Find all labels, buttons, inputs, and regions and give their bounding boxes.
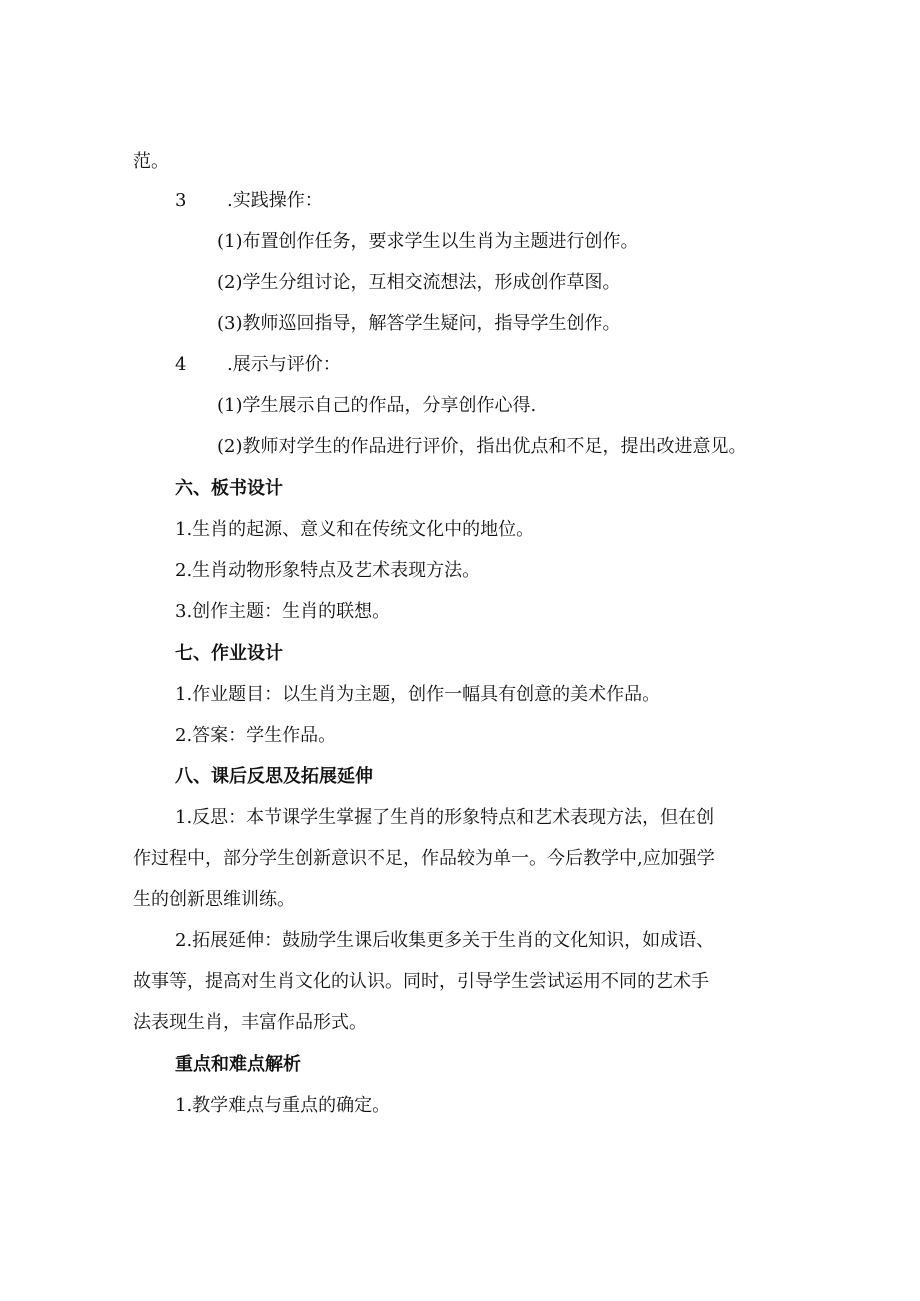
list-item: (1)学生展示自己的作品，分享创作心得.: [217, 395, 537, 416]
paragraph-line: 作过程中，部分学生创新意识不足，作品较为单一。今后教学中,应加强学: [133, 848, 715, 869]
list-item: 2.答案：学生作品。: [175, 725, 337, 746]
list-item: 1.作业题目：以生肖为主题，创作一幅具有创意的美术作品。: [175, 684, 661, 705]
heading-homework: 七、作业设计: [175, 643, 283, 664]
paragraph-line: 故事等，提高对生肖文化的认识。同时，引导学生尝试运用不同的艺术手: [133, 971, 709, 992]
continued-text: 范。: [133, 151, 169, 172]
section-number: 3: [175, 190, 187, 211]
section-4-heading: [175, 353, 341, 377]
section-title: .展示与评价：: [227, 354, 341, 375]
list-item: 1.教学难点与重点的确定。: [175, 1095, 391, 1116]
section-3-heading: [175, 189, 323, 213]
section-title: .实践操作：: [227, 190, 323, 211]
list-item: (1)布置创作任务，要求学生以生肖为主题进行创作。: [217, 231, 639, 252]
list-item: (2)学生分组讨论，互相交流想法，形成创作草图。: [217, 272, 621, 293]
paragraph-line: 法表现生肖，丰富作品形式。: [133, 1012, 367, 1033]
list-item: 2.生肖动物形象特点及艺术表现方法。: [175, 560, 481, 581]
heading-board-design: 六、板书设计: [175, 478, 283, 499]
heading-reflection: 八、课后反思及拓展延伸: [175, 766, 373, 787]
paragraph-line: 生的创新思维训练。: [133, 889, 295, 910]
list-item: (3)教师巡回指导，解答学生疑问，指导学生创作。: [217, 313, 621, 334]
section-number: 4: [175, 354, 187, 375]
paragraph-line: 1.反思：本节课学生掌握了生肖的形象特点和艺术表现方法，但在创: [175, 807, 715, 828]
heading-key-points: 重点和难点解析: [175, 1054, 301, 1075]
list-item: (2)教师对学生的作品进行评价，指出优点和不足，提出改进意见。: [217, 436, 747, 457]
list-item: 3.创作主题：生肖的联想。: [175, 601, 391, 622]
list-item: 1.生肖的起源、意义和在传统文化中的地位。: [175, 519, 535, 540]
paragraph-line: 2.拓展延伸：鼓励学生课后收集更多关于生肖的文化知识，如成语、: [175, 930, 715, 951]
